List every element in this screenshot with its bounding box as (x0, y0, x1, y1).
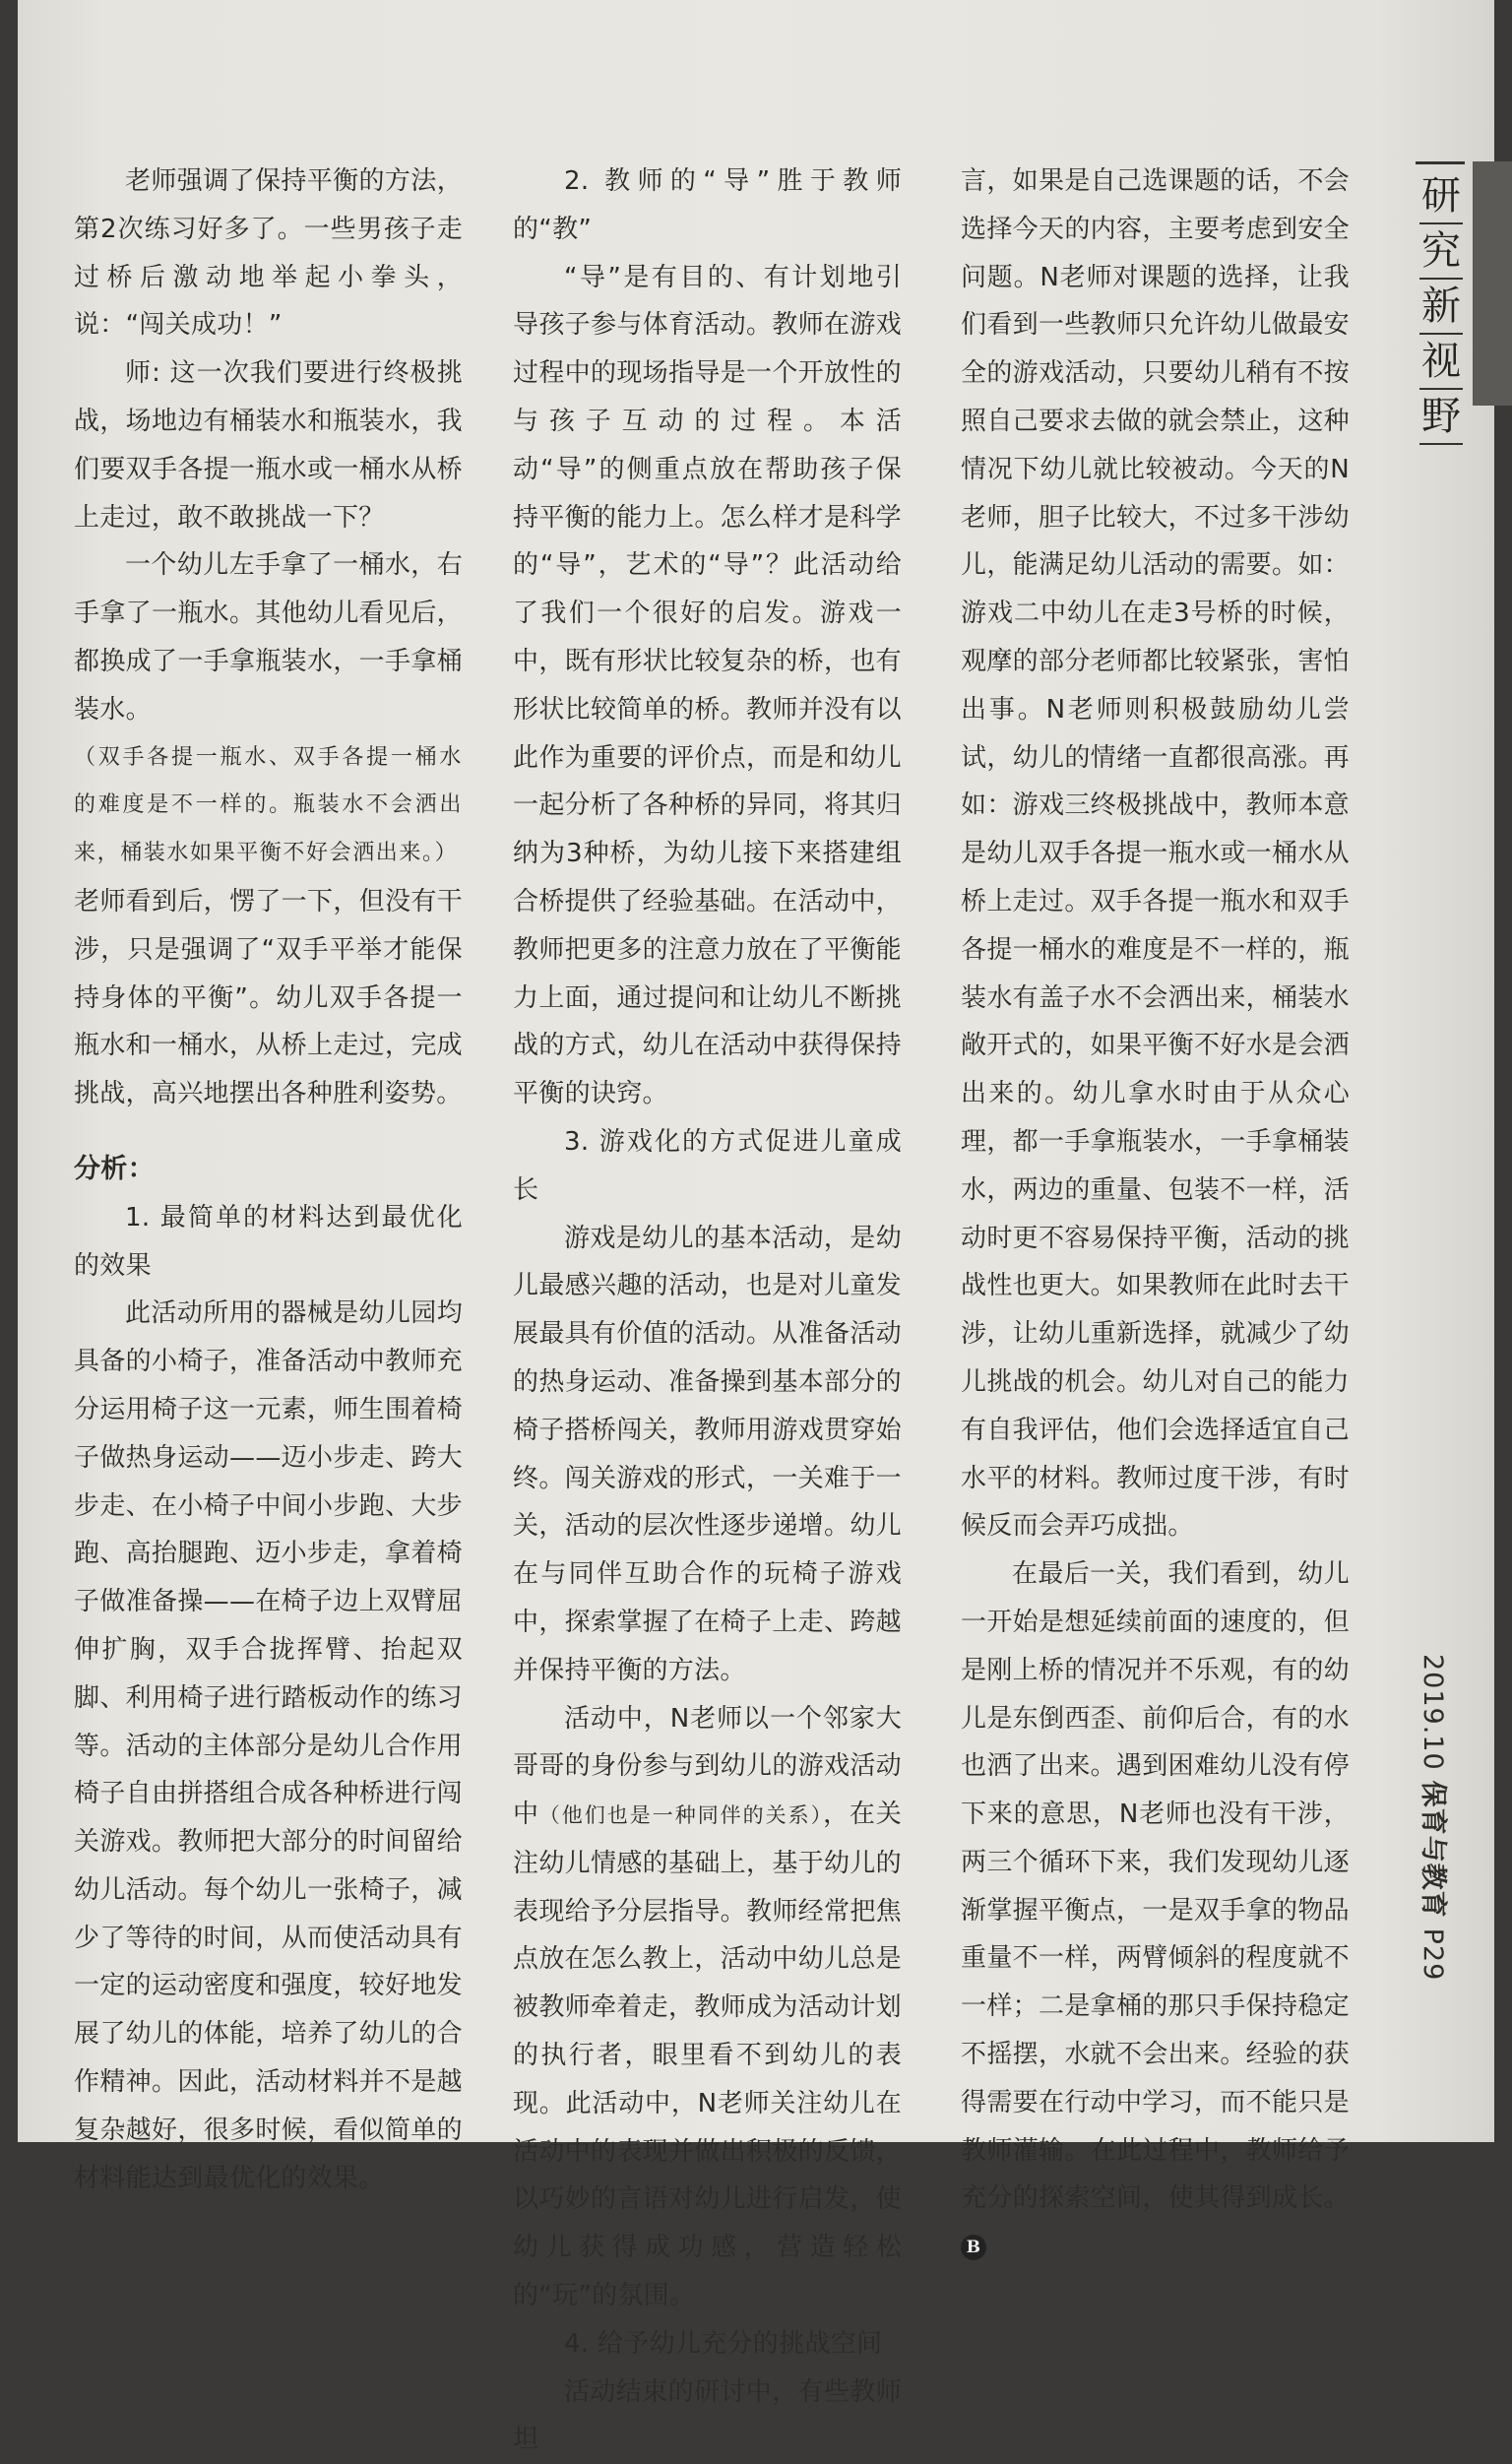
journal-name: 保育与教育 (1418, 1780, 1448, 1919)
paragraph: 言，如果是自己选课题的话，不会选择今天的内容，主要考虑到安全问题。N老师对课题的选择，让我们看到一些教师只允许幼儿做最安全的游戏活动，只要幼儿稍有不按照自己要求去做的就会禁止，这种情况下幼儿就比较被动。今天的N老师，胆子比较大，不过多干涉幼儿，能满足幼儿活动的需要。如：游戏二中幼儿在走3号桥的时候，观摩的部分老师都比较紧张，害怕出事。N老师则积极鼓励幼儿尝试，幼儿的情绪一直都很高涨。再如：游戏三终极挑战中，教师本意是幼儿双手各提一瓶水或一桶水从桥上走过。双手各提一瓶水和双手各提一桶水的难度是不一样的，瓶装水有盖子水不会洒出来，桶装水敞开式的，如果平衡不好水是会洒出来的。幼儿拿水时由于从众心理，都一手拿瓶装水，一手拿桶装水，两边的重量、包装不一样，活动时更不容易保持平衡，活动的挑战性也更大。如果教师在此时去干涉，让幼儿重新选择，就减少了幼儿挑战的机会。幼儿对自己的能力有自我评估，他们会选择适宜自己水平的材料。教师过度干涉，有时候反而会弄巧成拙。 (961, 166, 1350, 1542)
paragraph (961, 1550, 1350, 2271)
text-column-1 (74, 158, 463, 2202)
section-char: 新 (1419, 280, 1463, 335)
page-footer-vertical (1410, 1654, 1459, 2107)
annotation-note: （他们也是一种同伴的关系） (538, 1803, 824, 1828)
text-column-2 (513, 158, 902, 2464)
section-char: 野 (1419, 390, 1463, 445)
paragraph: 师: 这一次我们要进行终极挑战，场地边有桶装水和瓶装水，我们要双手各提一瓶水或一桶水从桥上走过，敢不敢挑战一下？ (74, 358, 463, 533)
text-column-3 (961, 158, 1350, 2271)
paragraph-text: ，在关注幼儿情感的基础上，基于幼儿的表现给予分层指导。教师经常把焦点放在怎么教上，活动中幼儿总是被教师牵着走，教师成为活动计划的执行者，眼里看不到幼儿的表现。此活动中，N老师关注幼儿在活动中的表现并做出积极的反馈，以巧妙的言语对幼儿进行启发，使幼儿获得成功感，营造轻松的“玩”的氛围。 (513, 1800, 902, 2311)
paragraph: 老师强调了保持平衡的方法，第2次练习好多了。一些男孩子走过桥后激动地举起小拳头，说：“闯关成功！” (74, 166, 463, 341)
section-title (1419, 169, 1463, 445)
paragraph-text: 在最后一关，我们看到，幼儿一开始是想延续前面的速度的，但是刚上桥的情况并不乐观，有的幼儿是东倒西歪、前仰后合，有的水也洒了出来。遇到困难幼儿没有停下来的意思，N老师也没有干涉，两三个循环下来，我们发现幼儿逐渐掌握平衡点，一是双手拿的物品重量不一样，两臂倾斜的程度就不一样；二是拿桶的那只手保持稳定不摇摆，水就不会出来。经验的获得需要在行动中学习，而不能只是教师灌输。在此过程中，教师给予充分的探索空间，使其得到成长。 (961, 1559, 1350, 2214)
paragraph: 此活动所用的器械是幼儿园均具备的小椅子，准备活动中教师充分运用椅子这一元素，师生围着椅子做热身运动——迈小步走、跨大步走、在小椅子中间小步跑、大步跑、高抬腿跑、迈小步走，拿着椅子做准备操——在椅子边上双臂屈伸扩胸，双手合拢挥臂、抬起双脚、利用椅子进行踏板动作的练习等。活动的主体部分是幼儿合作用椅子自由拼搭组合成各种桥进行闯关游戏。教师把大部分的时间留给幼儿活动。每个幼儿一张椅子，减少了等待的时间，从而使活动具有一定的运动密度和强度，较好地发展了幼儿的体能，培养了幼儿的合作精神。因此，活动材料并不是越复杂越好，很多时候，看似简单的材料能达到最优化的效果。 (74, 1298, 463, 2193)
page-number: P29 (1418, 1927, 1448, 1982)
subheading-2: 2. 教师的“导”胜于教师的“教” (513, 166, 902, 244)
issue-date: 2019.10 (1418, 1654, 1448, 1771)
section-rule (1416, 161, 1465, 164)
end-mark-icon: B (961, 2235, 986, 2260)
subheading-3: 3. 游戏化的方式促进儿童成长 (513, 1126, 902, 1205)
paragraph: 老师看到后，愣了一下，但没有干涉，只是强调了“双手平举才能保持身体的平衡”。幼儿双手各提一瓶水和一桶水，从桥上走过，完成挑战，高兴地摆出各种胜利姿势。 (74, 886, 463, 1109)
footer-text (1417, 1654, 1455, 1981)
paragraph-text: 活动中，N老师以一个邻家大哥哥的身份参与到幼儿的游戏活动中 (513, 1703, 902, 1830)
subheading-4: 4. 给予幼儿充分的挑战空间 (564, 2328, 883, 2359)
analysis-heading: 分析： (74, 1153, 155, 1184)
paragraph: 活动结束的研讨中，有些教师坦 (513, 2376, 902, 2455)
section-char: 究 (1419, 224, 1463, 280)
section-color-bar (1473, 161, 1512, 406)
magazine-page (18, 0, 1494, 2455)
section-char: 研 (1419, 169, 1463, 224)
paragraph: 一个幼儿左手拿了一桶水，右手拿了一瓶水。其他幼儿看见后，都换成了一手拿瓶装水，一手拿桶装水。 (74, 550, 463, 725)
section-char: 视 (1419, 335, 1463, 390)
paragraph (513, 1695, 902, 2320)
paragraph: 游戏是幼儿的基本活动，是幼儿最感兴趣的活动，也是对儿童发展最具有价值的活动。从准备活动的热身运动、准备操到基本部分的椅子搭桥闯关，教师用游戏贯穿始终。闯关游戏的形式，一关难于一关，活动的层次性逐步递增。幼儿在与同伴互助合作的玩椅子游戏中，探索掌握了在椅子上走、跨越并保持平衡的方法。 (513, 1223, 902, 1685)
annotation-note: （双手各提一瓶水、双手各提一桶水的难度是不一样的。瓶装水不会洒出来，桶装水如果平衡不好会洒出来。） (74, 744, 463, 866)
subheading-1: 1. 最简单的材料达到最优化的效果 (74, 1202, 463, 1281)
paragraph: “导”是有目的、有计划地引导孩子参与体育活动。教师在游戏过程中的现场指导是一个开放性的与孩子互动的过程。本活动“导”的侧重点放在帮助孩子保持平衡的能力上。怎么样才是科学的“导”，艺术的“导”？此活动给了我们一个很好的启发。游戏一中，既有形状比较复杂的桥，也有形状比较简单的桥。教师并没有以此作为重要的评价点，而是和幼儿一起分析了各种桥的异同，将其归纳为3种桥，为幼儿接下来搭建组合桥提供了经验基础。在活动中，教师把更多的注意力放在了平衡能力上面，通过提问和让幼儿不断挑战的方式，幼儿在活动中获得保持平衡的诀窍。 (513, 262, 902, 1109)
